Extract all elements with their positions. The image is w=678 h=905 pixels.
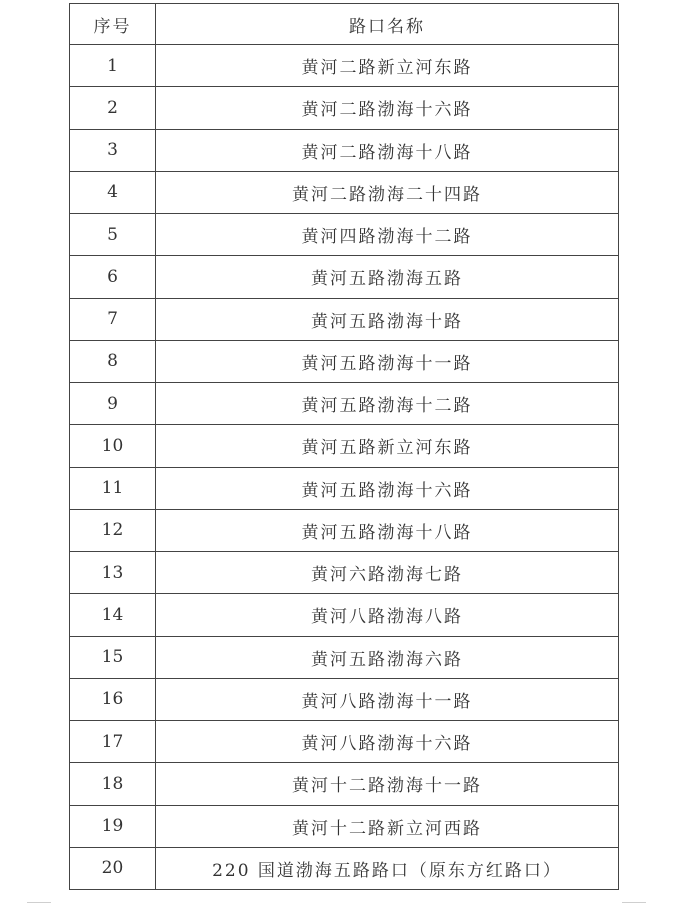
table-row [70,847,619,889]
intersection-table [69,3,619,890]
table-row [70,340,619,382]
row-intersection-name: 黄河五路渤海十八路 [156,509,619,551]
row-intersection-name: 黄河五路渤海十六路 [156,467,619,509]
row-index: 13 [70,552,156,594]
row-index: 15 [70,636,156,678]
table-row [70,552,619,594]
table-body [70,45,619,890]
table-row [70,129,619,171]
row-intersection-name: 黄河六路渤海七路 [156,552,619,594]
table-row [70,45,619,87]
row-intersection-name: 黄河四路渤海十二路 [156,214,619,256]
row-intersection-name: 黄河二路渤海二十四路 [156,171,619,213]
row-intersection-name: 黄河五路渤海五路 [156,256,619,298]
intersection-table-container [69,3,618,890]
table-row [70,256,619,298]
header-row [70,4,619,45]
row-intersection-name: 黄河八路渤海十六路 [156,721,619,763]
table-row [70,214,619,256]
row-intersection-name: 黄河五路渤海十一路 [156,340,619,382]
table-row [70,383,619,425]
row-intersection-name: 220 国道渤海五路路口（原东方红路口） [156,847,619,889]
table-row [70,678,619,720]
header-index: 序号 [70,4,156,45]
table-header [70,4,619,45]
table-row [70,509,619,551]
row-index: 12 [70,509,156,551]
page-corner-mark-right [622,902,646,903]
row-index: 4 [70,171,156,213]
table-row [70,87,619,129]
row-intersection-name: 黄河八路渤海八路 [156,594,619,636]
row-intersection-name: 黄河二路新立河东路 [156,45,619,87]
row-index: 16 [70,678,156,720]
row-intersection-name: 黄河五路渤海十二路 [156,383,619,425]
row-index: 17 [70,721,156,763]
row-index: 14 [70,594,156,636]
row-index: 18 [70,763,156,805]
row-intersection-name: 黄河五路渤海十路 [156,298,619,340]
row-index: 1 [70,45,156,87]
row-index: 7 [70,298,156,340]
row-intersection-name: 黄河五路渤海六路 [156,636,619,678]
table-row [70,805,619,847]
table-row [70,721,619,763]
table-row [70,594,619,636]
row-intersection-name: 黄河二路渤海十六路 [156,87,619,129]
row-index: 20 [70,847,156,889]
table-row [70,763,619,805]
row-index: 8 [70,340,156,382]
row-index: 19 [70,805,156,847]
table-row [70,425,619,467]
row-index: 11 [70,467,156,509]
page-corner-mark-left [27,902,51,903]
table-row [70,171,619,213]
table-row [70,467,619,509]
row-index: 5 [70,214,156,256]
row-intersection-name: 黄河八路渤海十一路 [156,678,619,720]
row-index: 9 [70,383,156,425]
row-intersection-name: 黄河十二路新立河西路 [156,805,619,847]
row-index: 10 [70,425,156,467]
table-row [70,636,619,678]
row-index: 6 [70,256,156,298]
row-intersection-name: 黄河五路新立河东路 [156,425,619,467]
table-row [70,298,619,340]
row-intersection-name: 黄河二路渤海十八路 [156,129,619,171]
row-intersection-name: 黄河十二路渤海十一路 [156,763,619,805]
row-index: 3 [70,129,156,171]
header-intersection-name: 路口名称 [156,4,619,45]
row-index: 2 [70,87,156,129]
